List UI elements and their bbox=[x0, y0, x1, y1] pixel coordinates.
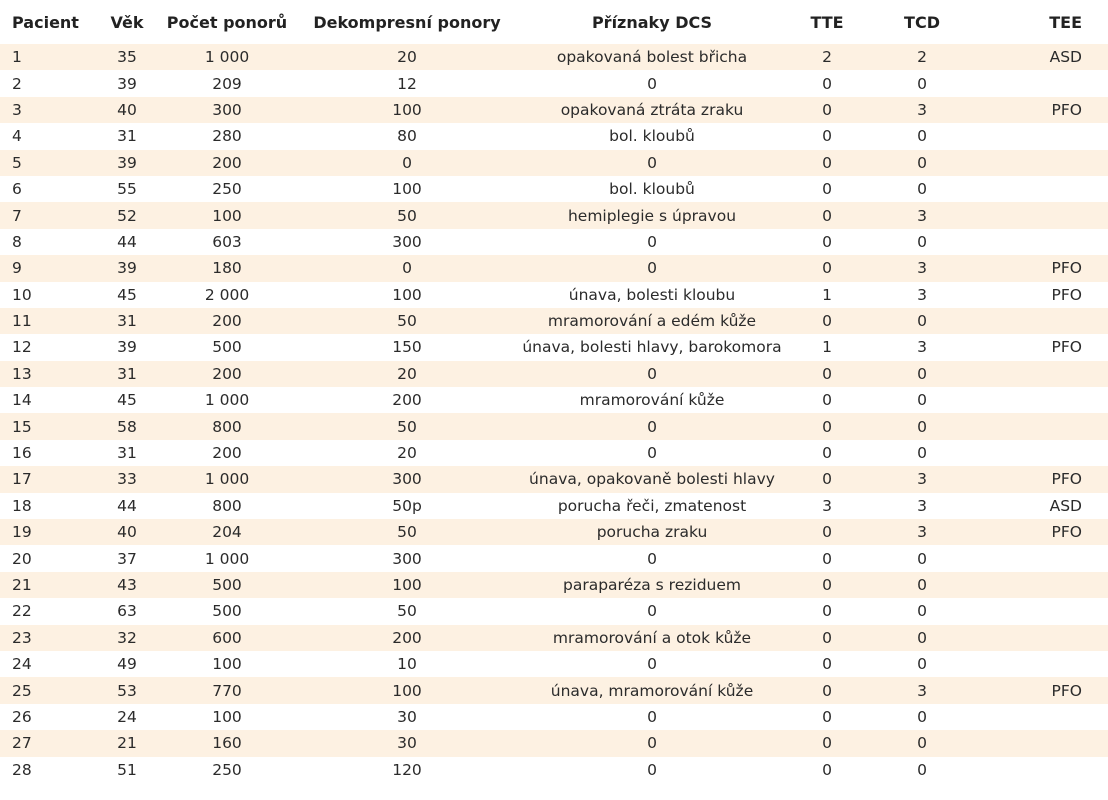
cell-pocet-ponoru: 500 bbox=[162, 572, 292, 598]
table-row bbox=[0, 202, 1108, 228]
cell-tee: ASD bbox=[972, 44, 1108, 70]
cell-tee bbox=[972, 730, 1108, 756]
cell-tee bbox=[972, 202, 1108, 228]
cell-pacient: 24 bbox=[12, 655, 32, 674]
cell-pacient: 16 bbox=[12, 444, 32, 463]
table-row bbox=[0, 176, 1108, 202]
cell-pocet-ponoru: 200 bbox=[162, 308, 292, 334]
cell-tte: 1 bbox=[822, 338, 832, 357]
cell-pacient: 5 bbox=[0, 150, 92, 176]
cell-priznaky-dcs: opakovaná bolest břicha bbox=[522, 44, 782, 70]
cell-dekompresni-ponory: 120 bbox=[392, 760, 422, 779]
cell-pocet-ponoru: 200 bbox=[162, 361, 292, 387]
cell-tee bbox=[972, 704, 1108, 730]
table-row bbox=[0, 466, 1108, 492]
cell-pacient: 3 bbox=[0, 97, 92, 123]
cell-tte: 3 bbox=[822, 496, 832, 515]
table-row bbox=[0, 625, 1108, 651]
table-row bbox=[0, 229, 1108, 255]
cell-tte: 0 bbox=[782, 572, 872, 598]
cell-tcd: 3 bbox=[917, 496, 927, 515]
cell-vek: 39 bbox=[117, 338, 137, 357]
cell-tte: 0 bbox=[782, 519, 872, 545]
cell-dekompresni-ponory: 0 bbox=[292, 255, 522, 281]
cell-tee bbox=[972, 598, 1108, 624]
cell-priznaky-dcs: únava, bolesti hlavy, barokomora bbox=[522, 338, 782, 357]
cell-pacient: 17 bbox=[0, 466, 92, 492]
cell-pacient: 25 bbox=[0, 677, 92, 703]
cell-tte: 0 bbox=[782, 202, 872, 228]
cell-vek: 44 bbox=[117, 496, 137, 515]
cell-tee: ASD bbox=[1049, 496, 1082, 515]
header-row bbox=[0, 0, 1108, 44]
cell-priznaky-dcs: opakovaná ztráta zraku bbox=[522, 97, 782, 123]
table-row bbox=[0, 677, 1108, 703]
cell-priznaky-dcs: 0 bbox=[522, 413, 782, 439]
cell-vek: 33 bbox=[92, 466, 162, 492]
cell-pocet-ponoru: 1 000 bbox=[162, 44, 292, 70]
cell-pocet-ponoru: 200 bbox=[212, 444, 242, 463]
cell-tte: 0 bbox=[782, 308, 872, 334]
cell-tte: 0 bbox=[822, 760, 832, 779]
cell-pacient: 23 bbox=[0, 625, 92, 651]
header-tee: TEE bbox=[1049, 12, 1082, 32]
cell-dekompresni-ponory: 100 bbox=[392, 285, 422, 304]
cell-tee: PFO bbox=[972, 519, 1108, 545]
cell-tcd: 0 bbox=[917, 391, 927, 410]
cell-vek: 31 bbox=[92, 308, 162, 334]
cell-tcd: 3 bbox=[872, 255, 972, 281]
cell-pocet-ponoru: 1 000 bbox=[204, 391, 250, 410]
cell-vek: 63 bbox=[117, 602, 137, 621]
table-row bbox=[0, 757, 1108, 783]
cell-pacient: 12 bbox=[12, 338, 32, 357]
cell-priznaky-dcs: 0 bbox=[647, 74, 657, 93]
table-row bbox=[0, 255, 1108, 281]
table-row bbox=[0, 282, 1108, 308]
cell-priznaky-dcs: únava, bolesti kloubu bbox=[568, 285, 736, 304]
cell-tcd: 0 bbox=[917, 549, 927, 568]
cell-pacient: 21 bbox=[0, 572, 92, 598]
cell-pacient: 20 bbox=[12, 549, 32, 568]
cell-tte: 0 bbox=[822, 232, 832, 251]
cell-dekompresni-ponory: 200 bbox=[392, 391, 422, 410]
header-dekompresni-ponory: Dekompresní ponory bbox=[313, 12, 501, 32]
cell-tte: 0 bbox=[822, 602, 832, 621]
table-row bbox=[0, 519, 1108, 545]
cell-tcd: 0 bbox=[917, 127, 927, 146]
cell-tte: 0 bbox=[782, 677, 872, 703]
cell-vek: 58 bbox=[92, 413, 162, 439]
cell-priznaky-dcs: 0 bbox=[522, 361, 782, 387]
cell-tte: 0 bbox=[782, 255, 872, 281]
cell-tcd: 0 bbox=[917, 760, 927, 779]
cell-tte: 0 bbox=[782, 466, 872, 492]
cell-tcd: 0 bbox=[917, 180, 927, 199]
cell-priznaky-dcs: 0 bbox=[647, 602, 657, 621]
header-pacient: Pacient bbox=[12, 12, 79, 32]
cell-tcd: 3 bbox=[872, 466, 972, 492]
cell-tee bbox=[972, 572, 1108, 598]
header-vek: Věk bbox=[110, 12, 144, 32]
cell-dekompresni-ponory: 300 bbox=[392, 549, 422, 568]
cell-vek: 45 bbox=[117, 285, 137, 304]
cell-tee: PFO bbox=[972, 97, 1108, 123]
cell-priznaky-dcs: 0 bbox=[647, 760, 657, 779]
cell-dekompresni-ponory: 20 bbox=[397, 444, 417, 463]
cell-pacient: 8 bbox=[12, 232, 22, 251]
cell-priznaky-dcs: mramorování kůže bbox=[579, 391, 725, 410]
cell-tee bbox=[972, 757, 1108, 783]
cell-vek: 40 bbox=[92, 97, 162, 123]
cell-vek: 31 bbox=[92, 361, 162, 387]
cell-priznaky-dcs: mramorování a otok kůže bbox=[522, 625, 782, 651]
cell-pacient: 15 bbox=[0, 413, 92, 439]
header-priznaky-dcs: Příznaky DCS bbox=[591, 12, 713, 32]
cell-tcd: 0 bbox=[917, 602, 927, 621]
cell-tcd: 2 bbox=[872, 44, 972, 70]
cell-tcd: 0 bbox=[917, 655, 927, 674]
cell-tte: 0 bbox=[782, 150, 872, 176]
cell-tcd: 0 bbox=[872, 150, 972, 176]
cell-dekompresni-ponory: 30 bbox=[292, 730, 522, 756]
cell-tee bbox=[972, 413, 1108, 439]
cell-priznaky-dcs: únava, opakovaně bolesti hlavy bbox=[522, 466, 782, 492]
cell-vek: 37 bbox=[117, 549, 137, 568]
cell-dekompresni-ponory: 200 bbox=[292, 625, 522, 651]
cell-pocet-ponoru: 2 000 bbox=[204, 285, 250, 304]
table-row bbox=[0, 545, 1108, 571]
cell-tcd: 0 bbox=[872, 625, 972, 651]
cell-tcd: 3 bbox=[917, 285, 927, 304]
cell-priznaky-dcs: paraparéza s reziduem bbox=[522, 572, 782, 598]
cell-dekompresni-ponory: 10 bbox=[397, 655, 417, 674]
cell-dekompresni-ponory: 100 bbox=[392, 180, 422, 199]
cell-tcd: 3 bbox=[872, 519, 972, 545]
cell-vek: 52 bbox=[92, 202, 162, 228]
header-tcd: TCD bbox=[904, 12, 940, 32]
cell-priznaky-dcs: porucha zraku bbox=[522, 519, 782, 545]
cell-tcd: 0 bbox=[872, 413, 972, 439]
cell-dekompresni-ponory: 50 bbox=[397, 602, 417, 621]
cell-pacient: 22 bbox=[12, 602, 32, 621]
cell-vek: 40 bbox=[92, 519, 162, 545]
cell-dekompresni-ponory: 150 bbox=[392, 338, 422, 357]
cell-tte: 0 bbox=[822, 127, 832, 146]
cell-pacient: 9 bbox=[0, 255, 92, 281]
cell-pocet-ponoru: 600 bbox=[162, 625, 292, 651]
cell-pocet-ponoru: 500 bbox=[212, 338, 242, 357]
cell-priznaky-dcs: 0 bbox=[647, 655, 657, 674]
cell-dekompresni-ponory: 50p bbox=[392, 496, 422, 515]
cell-tcd: 0 bbox=[872, 572, 972, 598]
cell-dekompresni-ponory: 100 bbox=[292, 677, 522, 703]
cell-pocet-ponoru: 770 bbox=[162, 677, 292, 703]
cell-tcd: 3 bbox=[917, 338, 927, 357]
cell-priznaky-dcs: mramorování a edém kůže bbox=[522, 308, 782, 334]
cell-pocet-ponoru: 250 bbox=[212, 760, 242, 779]
table-row bbox=[0, 123, 1108, 149]
cell-tee bbox=[972, 70, 1108, 96]
cell-pacient: 13 bbox=[0, 361, 92, 387]
cell-priznaky-dcs: 0 bbox=[522, 255, 782, 281]
table-row bbox=[0, 413, 1108, 439]
cell-tee: PFO bbox=[972, 677, 1108, 703]
cell-pocet-ponoru: 200 bbox=[162, 150, 292, 176]
header-tte: TTE bbox=[810, 12, 844, 32]
cell-pocet-ponoru: 1 000 bbox=[204, 549, 250, 568]
cell-pocet-ponoru: 209 bbox=[212, 74, 242, 93]
cell-pacient: 10 bbox=[12, 285, 32, 304]
cell-dekompresni-ponory: 50 bbox=[292, 308, 522, 334]
cell-priznaky-dcs: 0 bbox=[647, 549, 657, 568]
cell-vek: 31 bbox=[117, 444, 137, 463]
cell-pocet-ponoru: 800 bbox=[162, 413, 292, 439]
cell-tee: PFO bbox=[972, 255, 1108, 281]
cell-tee bbox=[972, 308, 1108, 334]
cell-pacient: 19 bbox=[0, 519, 92, 545]
cell-tte: 0 bbox=[782, 97, 872, 123]
cell-dekompresni-ponory: 50 bbox=[292, 202, 522, 228]
cell-pocet-ponoru: 280 bbox=[212, 127, 242, 146]
table-row bbox=[0, 44, 1108, 70]
cell-pacient: 4 bbox=[12, 127, 22, 146]
cell-dekompresni-ponory: 20 bbox=[292, 361, 522, 387]
table-row bbox=[0, 651, 1108, 677]
cell-priznaky-dcs: 0 bbox=[522, 730, 782, 756]
cell-tcd: 0 bbox=[872, 308, 972, 334]
cell-dekompresni-ponory: 300 bbox=[292, 466, 522, 492]
cell-priznaky-dcs: 0 bbox=[647, 444, 657, 463]
cell-pocet-ponoru: 100 bbox=[212, 707, 242, 726]
cell-vek: 31 bbox=[117, 127, 137, 146]
table-row bbox=[0, 730, 1108, 756]
cell-tcd: 3 bbox=[872, 677, 972, 703]
cell-tte: 0 bbox=[782, 625, 872, 651]
cell-tee bbox=[972, 150, 1108, 176]
table-row bbox=[0, 440, 1108, 466]
cell-tee bbox=[972, 229, 1108, 255]
cell-pocet-ponoru: 100 bbox=[212, 655, 242, 674]
cell-priznaky-dcs: 0 bbox=[647, 232, 657, 251]
cell-vek: 32 bbox=[92, 625, 162, 651]
cell-pocet-ponoru: 100 bbox=[162, 202, 292, 228]
table-row bbox=[0, 704, 1108, 730]
header-pocet-ponoru: Počet ponorů bbox=[166, 12, 288, 32]
cell-vek: 43 bbox=[92, 572, 162, 598]
cell-priznaky-dcs: 0 bbox=[647, 707, 657, 726]
cell-tcd: 0 bbox=[872, 730, 972, 756]
cell-dekompresni-ponory: 50 bbox=[292, 413, 522, 439]
cell-priznaky-dcs: hemiplegie s úpravou bbox=[522, 202, 782, 228]
cell-pacient: 2 bbox=[12, 74, 22, 93]
cell-pocet-ponoru: 300 bbox=[162, 97, 292, 123]
cell-dekompresni-ponory: 20 bbox=[292, 44, 522, 70]
cell-priznaky-dcs: únava, mramorování kůže bbox=[522, 677, 782, 703]
cell-tte: 0 bbox=[782, 730, 872, 756]
cell-dekompresni-ponory: 0 bbox=[292, 150, 522, 176]
cell-pacient: 11 bbox=[0, 308, 92, 334]
cell-tee bbox=[972, 651, 1108, 677]
cell-tee: PFO bbox=[1051, 285, 1082, 304]
cell-priznaky-dcs: 0 bbox=[522, 150, 782, 176]
cell-tee: PFO bbox=[972, 466, 1108, 492]
cell-pacient: 18 bbox=[12, 496, 32, 515]
cell-priznaky-dcs: bol. kloubů bbox=[609, 127, 695, 146]
cell-tte: 0 bbox=[822, 655, 832, 674]
cell-vek: 39 bbox=[117, 74, 137, 93]
cell-tcd: 0 bbox=[872, 361, 972, 387]
cell-vek: 55 bbox=[117, 180, 137, 199]
cell-vek: 24 bbox=[117, 707, 137, 726]
cell-tee bbox=[972, 440, 1108, 466]
cell-pocet-ponoru: 250 bbox=[212, 180, 242, 199]
cell-tte: 0 bbox=[782, 361, 872, 387]
cell-tee bbox=[972, 545, 1108, 571]
table-row bbox=[0, 598, 1108, 624]
cell-pocet-ponoru: 500 bbox=[212, 602, 242, 621]
cell-tte: 0 bbox=[822, 74, 832, 93]
cell-priznaky-dcs: bol. kloubů bbox=[609, 180, 695, 199]
table-row bbox=[0, 493, 1108, 519]
cell-tte: 0 bbox=[822, 391, 832, 410]
cell-tcd: 3 bbox=[872, 202, 972, 228]
cell-dekompresni-ponory: 50 bbox=[292, 519, 522, 545]
cell-vek: 39 bbox=[92, 150, 162, 176]
cell-pocet-ponoru: 180 bbox=[162, 255, 292, 281]
table-body bbox=[0, 44, 1108, 783]
cell-pocet-ponoru: 160 bbox=[162, 730, 292, 756]
cell-tee bbox=[972, 361, 1108, 387]
cell-vek: 45 bbox=[117, 391, 137, 410]
table-row bbox=[0, 572, 1108, 598]
cell-tee bbox=[972, 387, 1108, 413]
cell-tte: 0 bbox=[782, 413, 872, 439]
cell-vek: 53 bbox=[92, 677, 162, 703]
cell-dekompresni-ponory: 100 bbox=[292, 97, 522, 123]
table-row bbox=[0, 150, 1108, 176]
cell-tcd: 0 bbox=[917, 707, 927, 726]
table-row bbox=[0, 361, 1108, 387]
cell-pocet-ponoru: 204 bbox=[162, 519, 292, 545]
cell-pacient: 14 bbox=[12, 391, 32, 410]
table-row bbox=[0, 97, 1108, 123]
table-row bbox=[0, 70, 1108, 96]
cell-vek: 49 bbox=[117, 655, 137, 674]
cell-dekompresni-ponory: 80 bbox=[397, 127, 417, 146]
cell-priznaky-dcs: porucha řeči, zmatenost bbox=[557, 496, 747, 515]
cell-tcd: 0 bbox=[917, 74, 927, 93]
cell-pacient: 7 bbox=[0, 202, 92, 228]
cell-dekompresni-ponory: 30 bbox=[397, 707, 417, 726]
cell-pacient: 28 bbox=[12, 760, 32, 779]
table-row bbox=[0, 308, 1108, 334]
cell-tee bbox=[972, 123, 1108, 149]
table-row bbox=[0, 387, 1108, 413]
cell-pocet-ponoru: 800 bbox=[212, 496, 242, 515]
cell-tee bbox=[972, 625, 1108, 651]
cell-pocet-ponoru: 1 000 bbox=[162, 466, 292, 492]
cell-tte: 0 bbox=[822, 549, 832, 568]
cell-vek: 35 bbox=[92, 44, 162, 70]
cell-tte: 0 bbox=[822, 707, 832, 726]
cell-dekompresni-ponory: 12 bbox=[397, 74, 417, 93]
cell-tte: 0 bbox=[822, 180, 832, 199]
cell-tte: 0 bbox=[822, 444, 832, 463]
table-row bbox=[0, 334, 1108, 360]
cell-tcd: 0 bbox=[917, 232, 927, 251]
cell-pocet-ponoru: 603 bbox=[212, 232, 242, 251]
cell-tte: 1 bbox=[822, 285, 832, 304]
cell-tee bbox=[972, 176, 1108, 202]
cell-dekompresni-ponory: 300 bbox=[392, 232, 422, 251]
cell-tcd: 3 bbox=[872, 97, 972, 123]
cell-dekompresni-ponory: 100 bbox=[292, 572, 522, 598]
cell-pacient: 1 bbox=[0, 44, 92, 70]
cell-vek: 44 bbox=[117, 232, 137, 251]
cell-vek: 39 bbox=[92, 255, 162, 281]
cell-tte: 2 bbox=[782, 44, 872, 70]
cell-vek: 51 bbox=[117, 760, 137, 779]
cell-vek: 21 bbox=[92, 730, 162, 756]
cell-tee: PFO bbox=[1051, 338, 1082, 357]
cell-pacient: 26 bbox=[12, 707, 32, 726]
cell-pacient: 27 bbox=[0, 730, 92, 756]
cell-tcd: 0 bbox=[917, 444, 927, 463]
cell-pacient: 6 bbox=[12, 180, 22, 199]
